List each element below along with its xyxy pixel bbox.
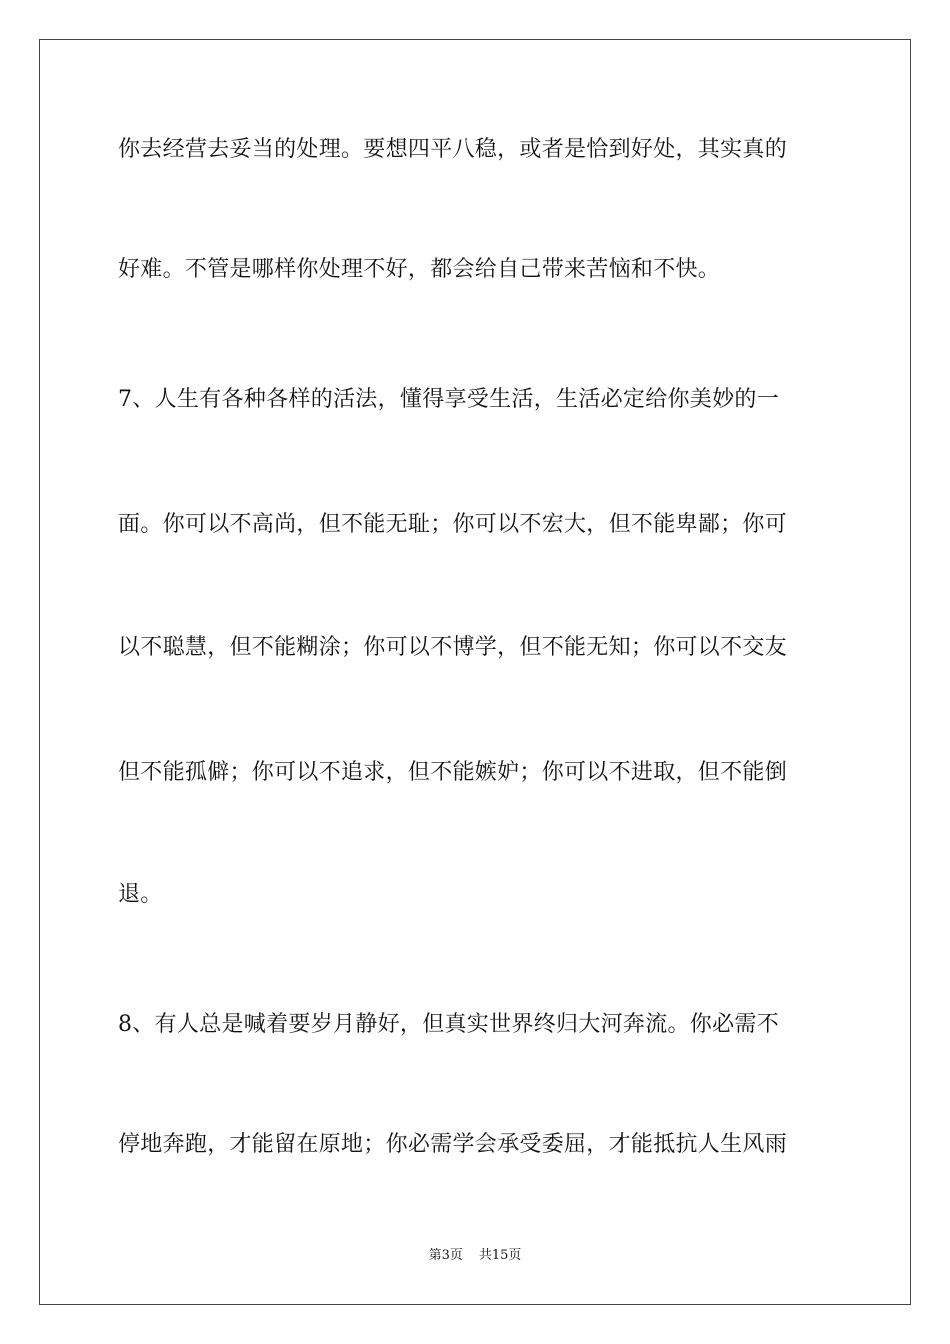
page-total: 共15页	[478, 1248, 522, 1263]
paragraph-line: 退。	[118, 882, 163, 907]
paragraph-line: 以不聪慧，但不能糊涂；你可以不博学，但不能无知；你可以不交友	[118, 635, 788, 660]
paragraph-line: 好难。不管是哪样你处理不好，都会给自己带来苦恼和不快。	[118, 257, 721, 282]
paragraph-line: 但不能孤僻；你可以不追求，但不能嫉妒；你可以不进取，但不能倒	[118, 760, 788, 785]
paragraph-line: 你去经营去妥当的处理。要想四平八稳，或者是恰到好处，其实真的	[118, 137, 788, 162]
paragraph-line: 面。你可以不高尚，但不能无耻；你可以不宏大，但不能卑鄙；你可	[118, 512, 788, 537]
paragraph-line: 8、有人总是喊着要岁月静好，但真实世界终归大河奔流。你必需不	[118, 1012, 779, 1037]
page-border	[39, 39, 911, 1305]
paragraph-line: 停地奔跑，才能留在原地；你必需学会承受委屈，才能抵抗人生风雨	[118, 1132, 788, 1157]
paragraph-line: 7、人生有各种各样的活法，懂得享受生活，生活必定给你美妙的一	[118, 387, 779, 412]
page-footer	[0, 1247, 950, 1265]
page-number: 第3页	[428, 1248, 463, 1263]
